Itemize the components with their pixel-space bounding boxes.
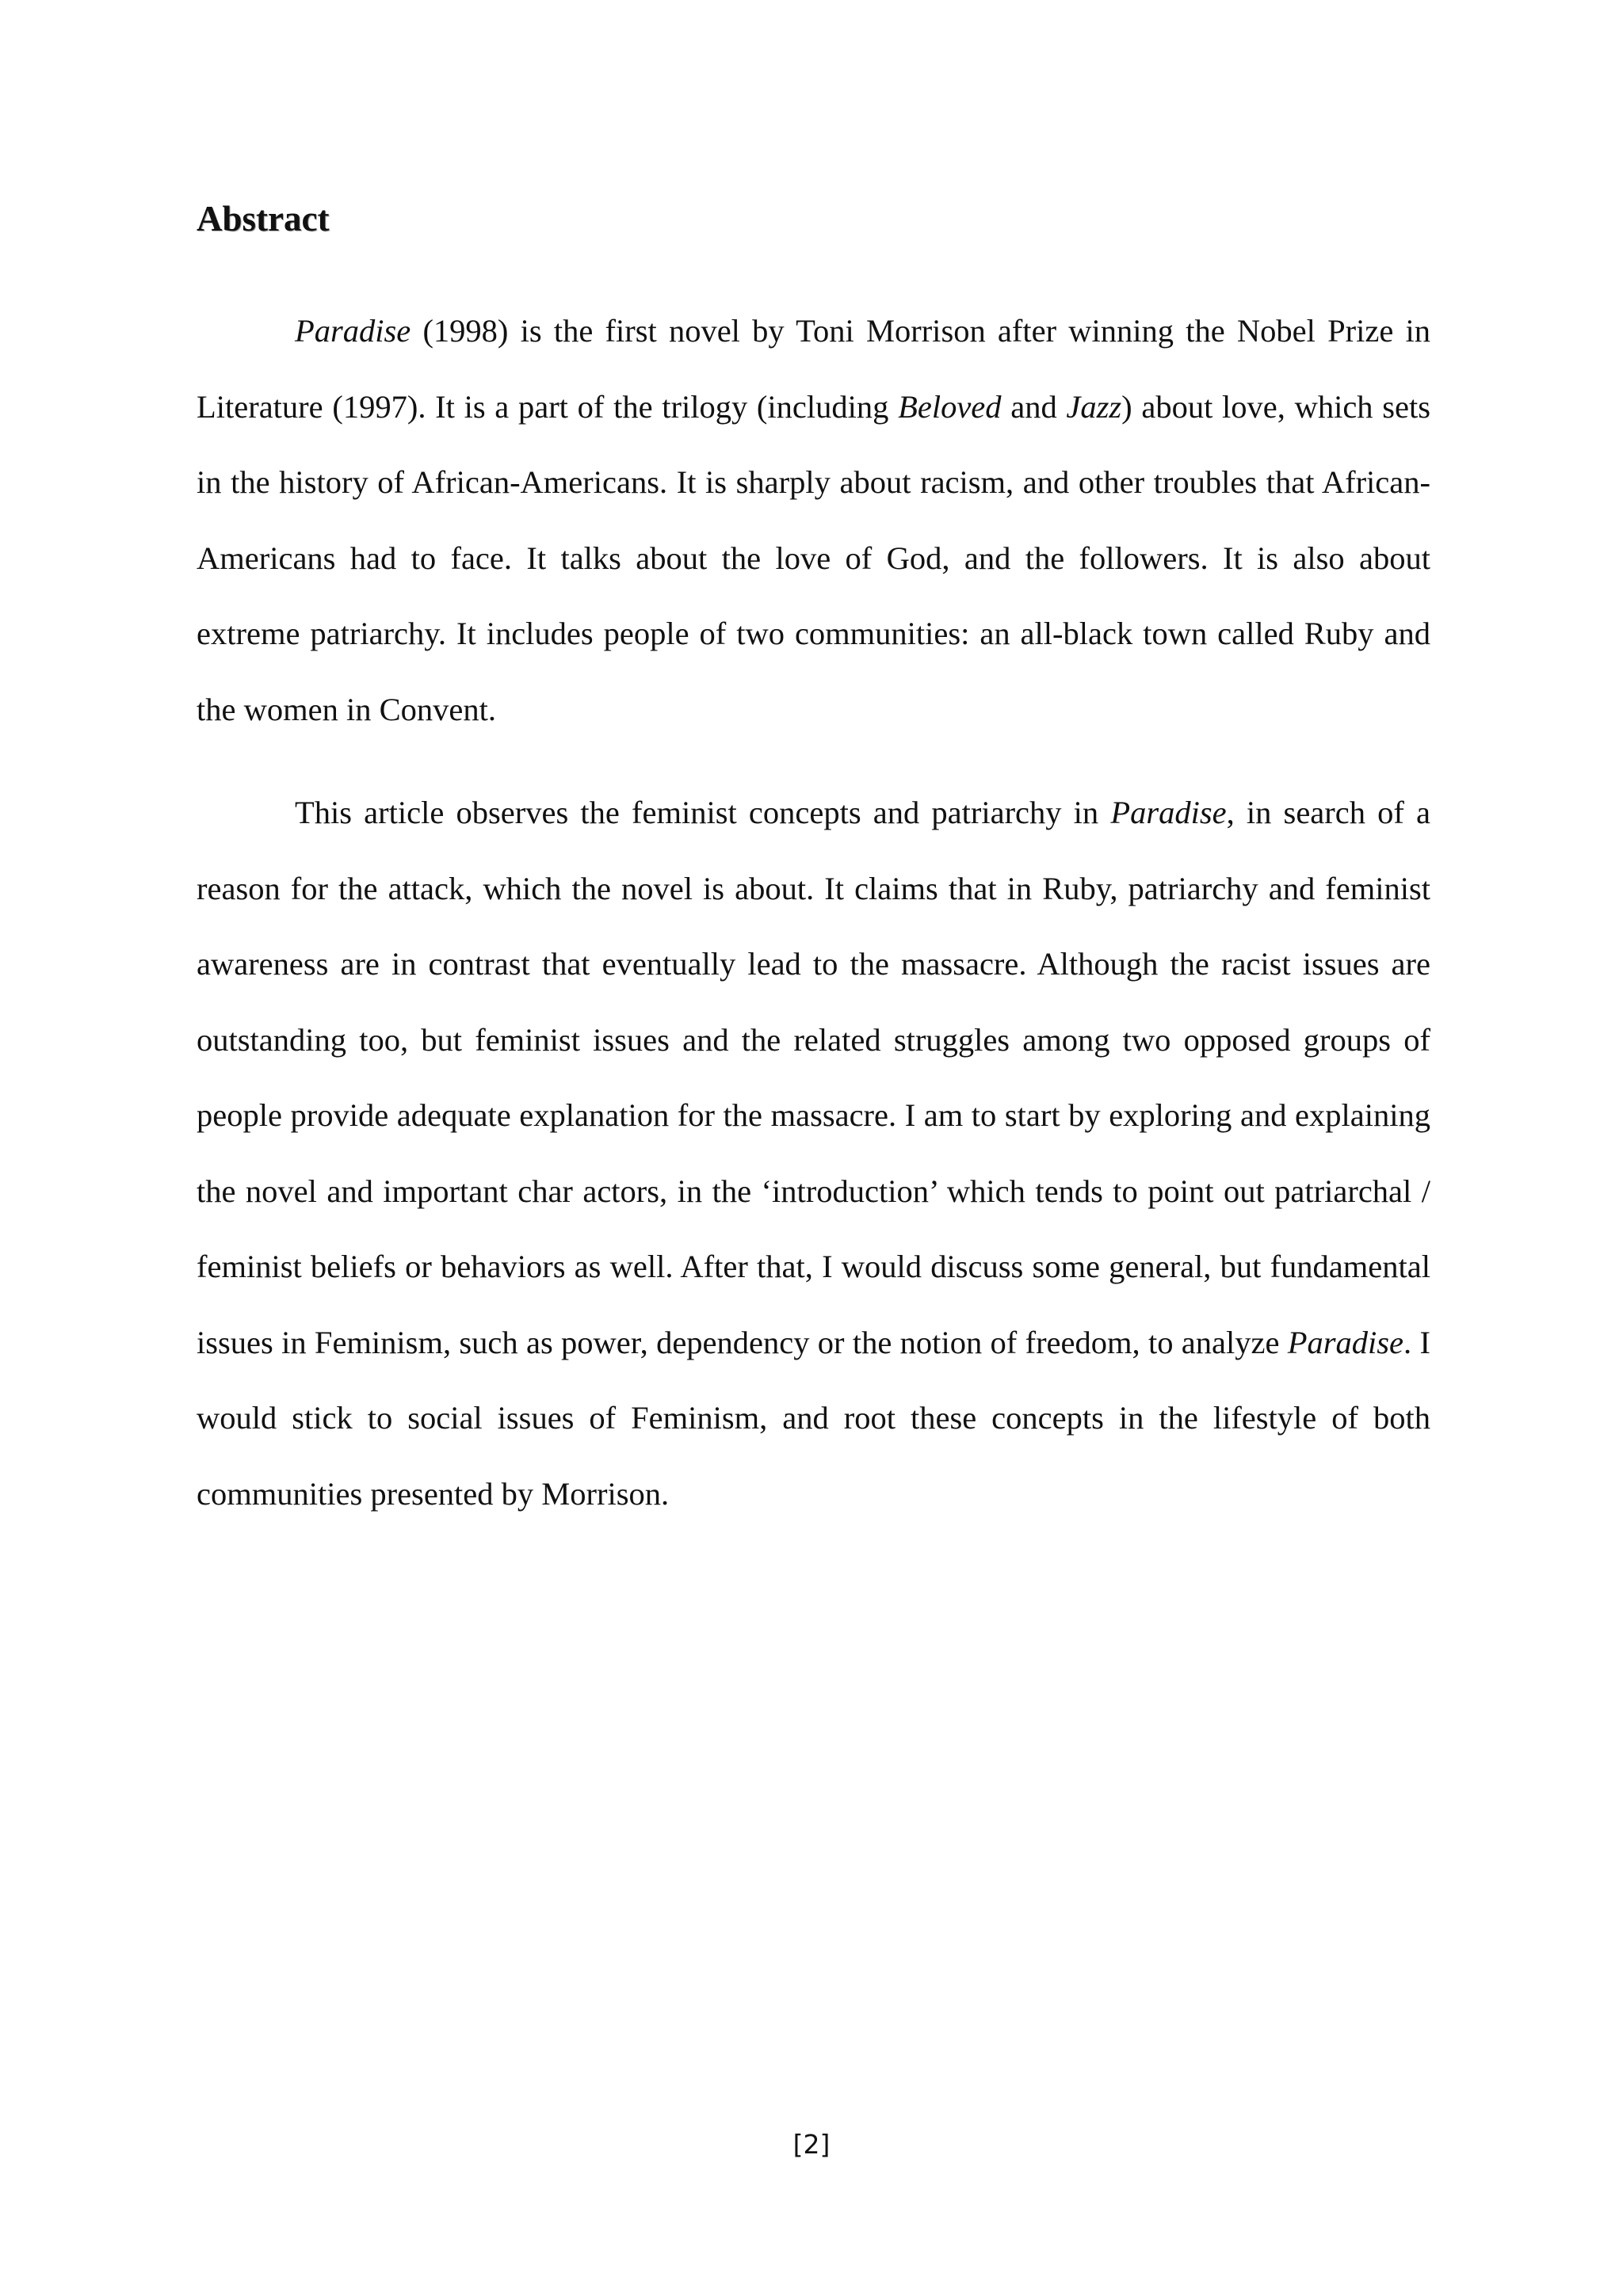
abstract-paragraph-1 (197, 293, 1430, 747)
book-title: Paradise (295, 313, 411, 349)
book-title: Beloved (898, 388, 1002, 425)
book-title: Paradise (1110, 795, 1227, 830)
page-number: [2] (792, 2129, 831, 2160)
paragraph-text: and (1001, 388, 1067, 425)
section-heading: Abstract (197, 199, 330, 238)
book-title: Jazz (1066, 388, 1122, 425)
abstract-paragraph-2 (197, 775, 1430, 1531)
book-title: Paradise (1287, 1324, 1404, 1360)
paragraph-text: This article observes the feminist concepts and patriarchy in (295, 795, 1111, 830)
paragraph-text: (1998) is the first novel by Toni Morrison after winning the Nobel Prize in Literature (1997). It is a part of the trilogy (including (197, 313, 1430, 425)
paragraph-text: . I would stick to social issues of Feminism, and root these concepts in the lifestyle of both communities presented by Morrison. (197, 1324, 1430, 1512)
paragraph-text: , in search of a reason for the attack, which the novel is about. It claims that in Ruby, patriarchy and feminist awareness are in contrast that eventually lead to the massacre. Although the racist issues are outstanding too, but feminist issues and the related struggles among two opposed groups of people provide adequate explanation for the massacre. I am to start by exploring and explaining the novel and important char actors, in the ‘introduction’ which tends to point out patriarchal / feminist beliefs or behaviors as well. After that, I would discuss some general, but fundamental issues in Feminism, such as power, dependency or the notion of freedom, to analyze (197, 795, 1431, 1360)
paragraph-text: ) about love, which sets in the history of African-Americans. It is sharply about racism, and other troubles that African-Americans had to face. It talks about the love of God, and the followers. It is also about extreme patriarchy. It includes people of two communities: an all-black town called Ruby and the women in Convent. (197, 388, 1430, 727)
